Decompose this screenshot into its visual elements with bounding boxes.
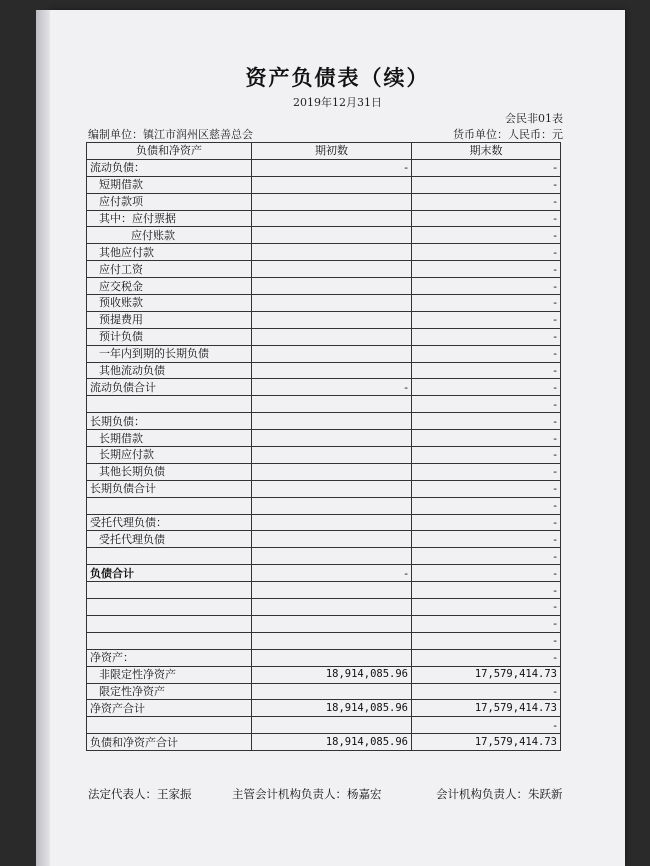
row-end: -: [412, 311, 561, 328]
row-begin: [252, 615, 412, 632]
row-label: 受托代理负债: [87, 531, 252, 548]
row-begin: -: [252, 379, 412, 396]
row-begin: [252, 193, 412, 210]
row-label: 长期负债：: [87, 413, 252, 430]
header-begin: 期初数: [252, 143, 412, 160]
table-row: [87, 244, 561, 261]
table-row: [87, 548, 561, 565]
row-begin: [252, 599, 412, 616]
row-begin: [252, 683, 412, 700]
table-row: [87, 497, 561, 514]
row-begin: -: [252, 565, 412, 582]
row-label: 应付账款: [87, 227, 252, 244]
row-begin: [252, 717, 412, 734]
table-row: [87, 328, 561, 345]
reporting-unit: 编制单位：镇江市润州区慈善总会: [88, 128, 253, 141]
row-begin: -: [252, 159, 412, 176]
table-row: [87, 717, 561, 734]
row-begin: [252, 447, 412, 464]
row-begin: 18,914,085.96: [252, 734, 412, 751]
table-row: [87, 531, 561, 548]
row-label: [87, 615, 252, 632]
row-label: 流动负债合计: [87, 379, 252, 396]
row-begin: [252, 463, 412, 480]
row-label: 应交税金: [87, 278, 252, 295]
table-row: [87, 615, 561, 632]
row-end: -: [412, 480, 561, 497]
row-end: -: [412, 244, 561, 261]
row-end: -: [412, 430, 561, 447]
table-row: [87, 565, 561, 582]
row-label: 净资产合计: [87, 700, 252, 717]
row-label: 限定性净资产: [87, 683, 252, 700]
table-row: [87, 480, 561, 497]
row-begin: [252, 362, 412, 379]
row-end: -: [412, 632, 561, 649]
table-row: [87, 193, 561, 210]
row-begin: [252, 582, 412, 599]
row-label: 其中：应付票据: [87, 210, 252, 227]
table-row: [87, 227, 561, 244]
table-row: [87, 396, 561, 413]
row-end: -: [412, 278, 561, 295]
table-row: [87, 210, 561, 227]
row-end: -: [412, 396, 561, 413]
row-label: [87, 632, 252, 649]
row-end: -: [412, 345, 561, 362]
row-end: -: [412, 295, 561, 312]
row-end: -: [412, 227, 561, 244]
table-row: [87, 278, 561, 295]
table-row: [87, 311, 561, 328]
row-label: [87, 717, 252, 734]
table-row: [87, 666, 561, 683]
row-begin: [252, 531, 412, 548]
row-begin: [252, 649, 412, 666]
row-begin: [252, 328, 412, 345]
row-end: -: [412, 717, 561, 734]
table-row: [87, 514, 561, 531]
row-label: 预提费用: [87, 311, 252, 328]
table-row: [87, 734, 561, 751]
row-begin: [252, 227, 412, 244]
row-label: 流动负债：: [87, 159, 252, 176]
row-end: -: [412, 159, 561, 176]
row-begin: [252, 261, 412, 278]
row-end: -: [412, 615, 561, 632]
row-label: 短期借款: [87, 176, 252, 193]
row-label: 其他流动负债: [87, 362, 252, 379]
row-begin: [252, 176, 412, 193]
table-row: [87, 582, 561, 599]
row-label: 受托代理负债：: [87, 514, 252, 531]
table-header-row: [87, 143, 561, 160]
row-label: 长期借款: [87, 430, 252, 447]
accounting-dept-head: 会计机构负责人：朱跃新: [436, 787, 563, 801]
row-begin: [252, 480, 412, 497]
row-label: 其他长期负债: [87, 463, 252, 480]
row-end: 17,579,414.73: [412, 666, 561, 683]
row-end: -: [412, 261, 561, 278]
row-end: -: [412, 599, 561, 616]
table-row: [87, 683, 561, 700]
row-begin: [252, 396, 412, 413]
row-begin: [252, 632, 412, 649]
row-begin: [252, 497, 412, 514]
row-begin: [252, 430, 412, 447]
table-row: [87, 261, 561, 278]
row-end: -: [412, 565, 561, 582]
row-label: [87, 582, 252, 599]
row-end: -: [412, 683, 561, 700]
row-label: 负债合计: [87, 565, 252, 582]
document-page: [50, 10, 625, 866]
row-begin: [252, 514, 412, 531]
row-label: 应付工资: [87, 261, 252, 278]
row-label: 预计负债: [87, 328, 252, 345]
row-begin: [252, 413, 412, 430]
table-row: [87, 159, 561, 176]
row-end: -: [412, 328, 561, 345]
legal-representative: 法定代表人：王家振: [88, 787, 192, 801]
row-end: -: [412, 176, 561, 193]
row-label: 长期负债合计: [87, 480, 252, 497]
row-label: 净资产：: [87, 649, 252, 666]
header-item: 负债和净资产: [87, 143, 252, 160]
row-begin: 18,914,085.96: [252, 666, 412, 683]
row-label: [87, 548, 252, 565]
row-label: 非限定性净资产: [87, 666, 252, 683]
header-end: 期末数: [412, 143, 561, 160]
accounting-head: 主管会计机构负责人：杨嘉宏: [232, 787, 382, 801]
row-end: -: [412, 514, 561, 531]
row-label: 一年内到期的长期负债: [87, 345, 252, 362]
row-end: -: [412, 193, 561, 210]
form-code: 会民非01表: [505, 112, 563, 125]
row-end: -: [412, 379, 561, 396]
table-row: [87, 295, 561, 312]
row-label: 负债和净资产合计: [87, 734, 252, 751]
row-begin: 18,914,085.96: [252, 700, 412, 717]
row-begin: [252, 278, 412, 295]
table-row: [87, 463, 561, 480]
row-begin: [252, 311, 412, 328]
row-label: [87, 396, 252, 413]
row-end: -: [412, 649, 561, 666]
row-end: -: [412, 548, 561, 565]
row-end: 17,579,414.73: [412, 734, 561, 751]
report-date: 2019年12月31日: [293, 96, 382, 109]
row-begin: [252, 295, 412, 312]
table-row: [87, 649, 561, 666]
row-end: -: [412, 531, 561, 548]
row-end: -: [412, 447, 561, 464]
row-begin: [252, 548, 412, 565]
table-row: [87, 362, 561, 379]
row-end: -: [412, 497, 561, 514]
table-row: [87, 632, 561, 649]
row-end: -: [412, 362, 561, 379]
row-label: [87, 599, 252, 616]
row-begin: [252, 210, 412, 227]
balance-sheet-table: [86, 142, 561, 751]
row-label: 长期应付款: [87, 447, 252, 464]
row-label: 其他应付款: [87, 244, 252, 261]
table-row: [87, 345, 561, 362]
row-begin: [252, 244, 412, 261]
row-end: -: [412, 210, 561, 227]
table-row: [87, 599, 561, 616]
table-row: [87, 379, 561, 396]
table-row: [87, 413, 561, 430]
row-begin: [252, 345, 412, 362]
row-label: [87, 497, 252, 514]
row-end: 17,579,414.73: [412, 700, 561, 717]
currency-unit: 货币单位：人民币：元: [453, 128, 563, 141]
row-label: 应付款项: [87, 193, 252, 210]
table-row: [87, 176, 561, 193]
row-end: -: [412, 413, 561, 430]
row-end: -: [412, 582, 561, 599]
row-end: -: [412, 463, 561, 480]
row-label: 预收账款: [87, 295, 252, 312]
table-row: [87, 430, 561, 447]
table-row: [87, 447, 561, 464]
table-row: [87, 700, 561, 717]
document-title: 资产负债表（续）: [245, 65, 430, 90]
